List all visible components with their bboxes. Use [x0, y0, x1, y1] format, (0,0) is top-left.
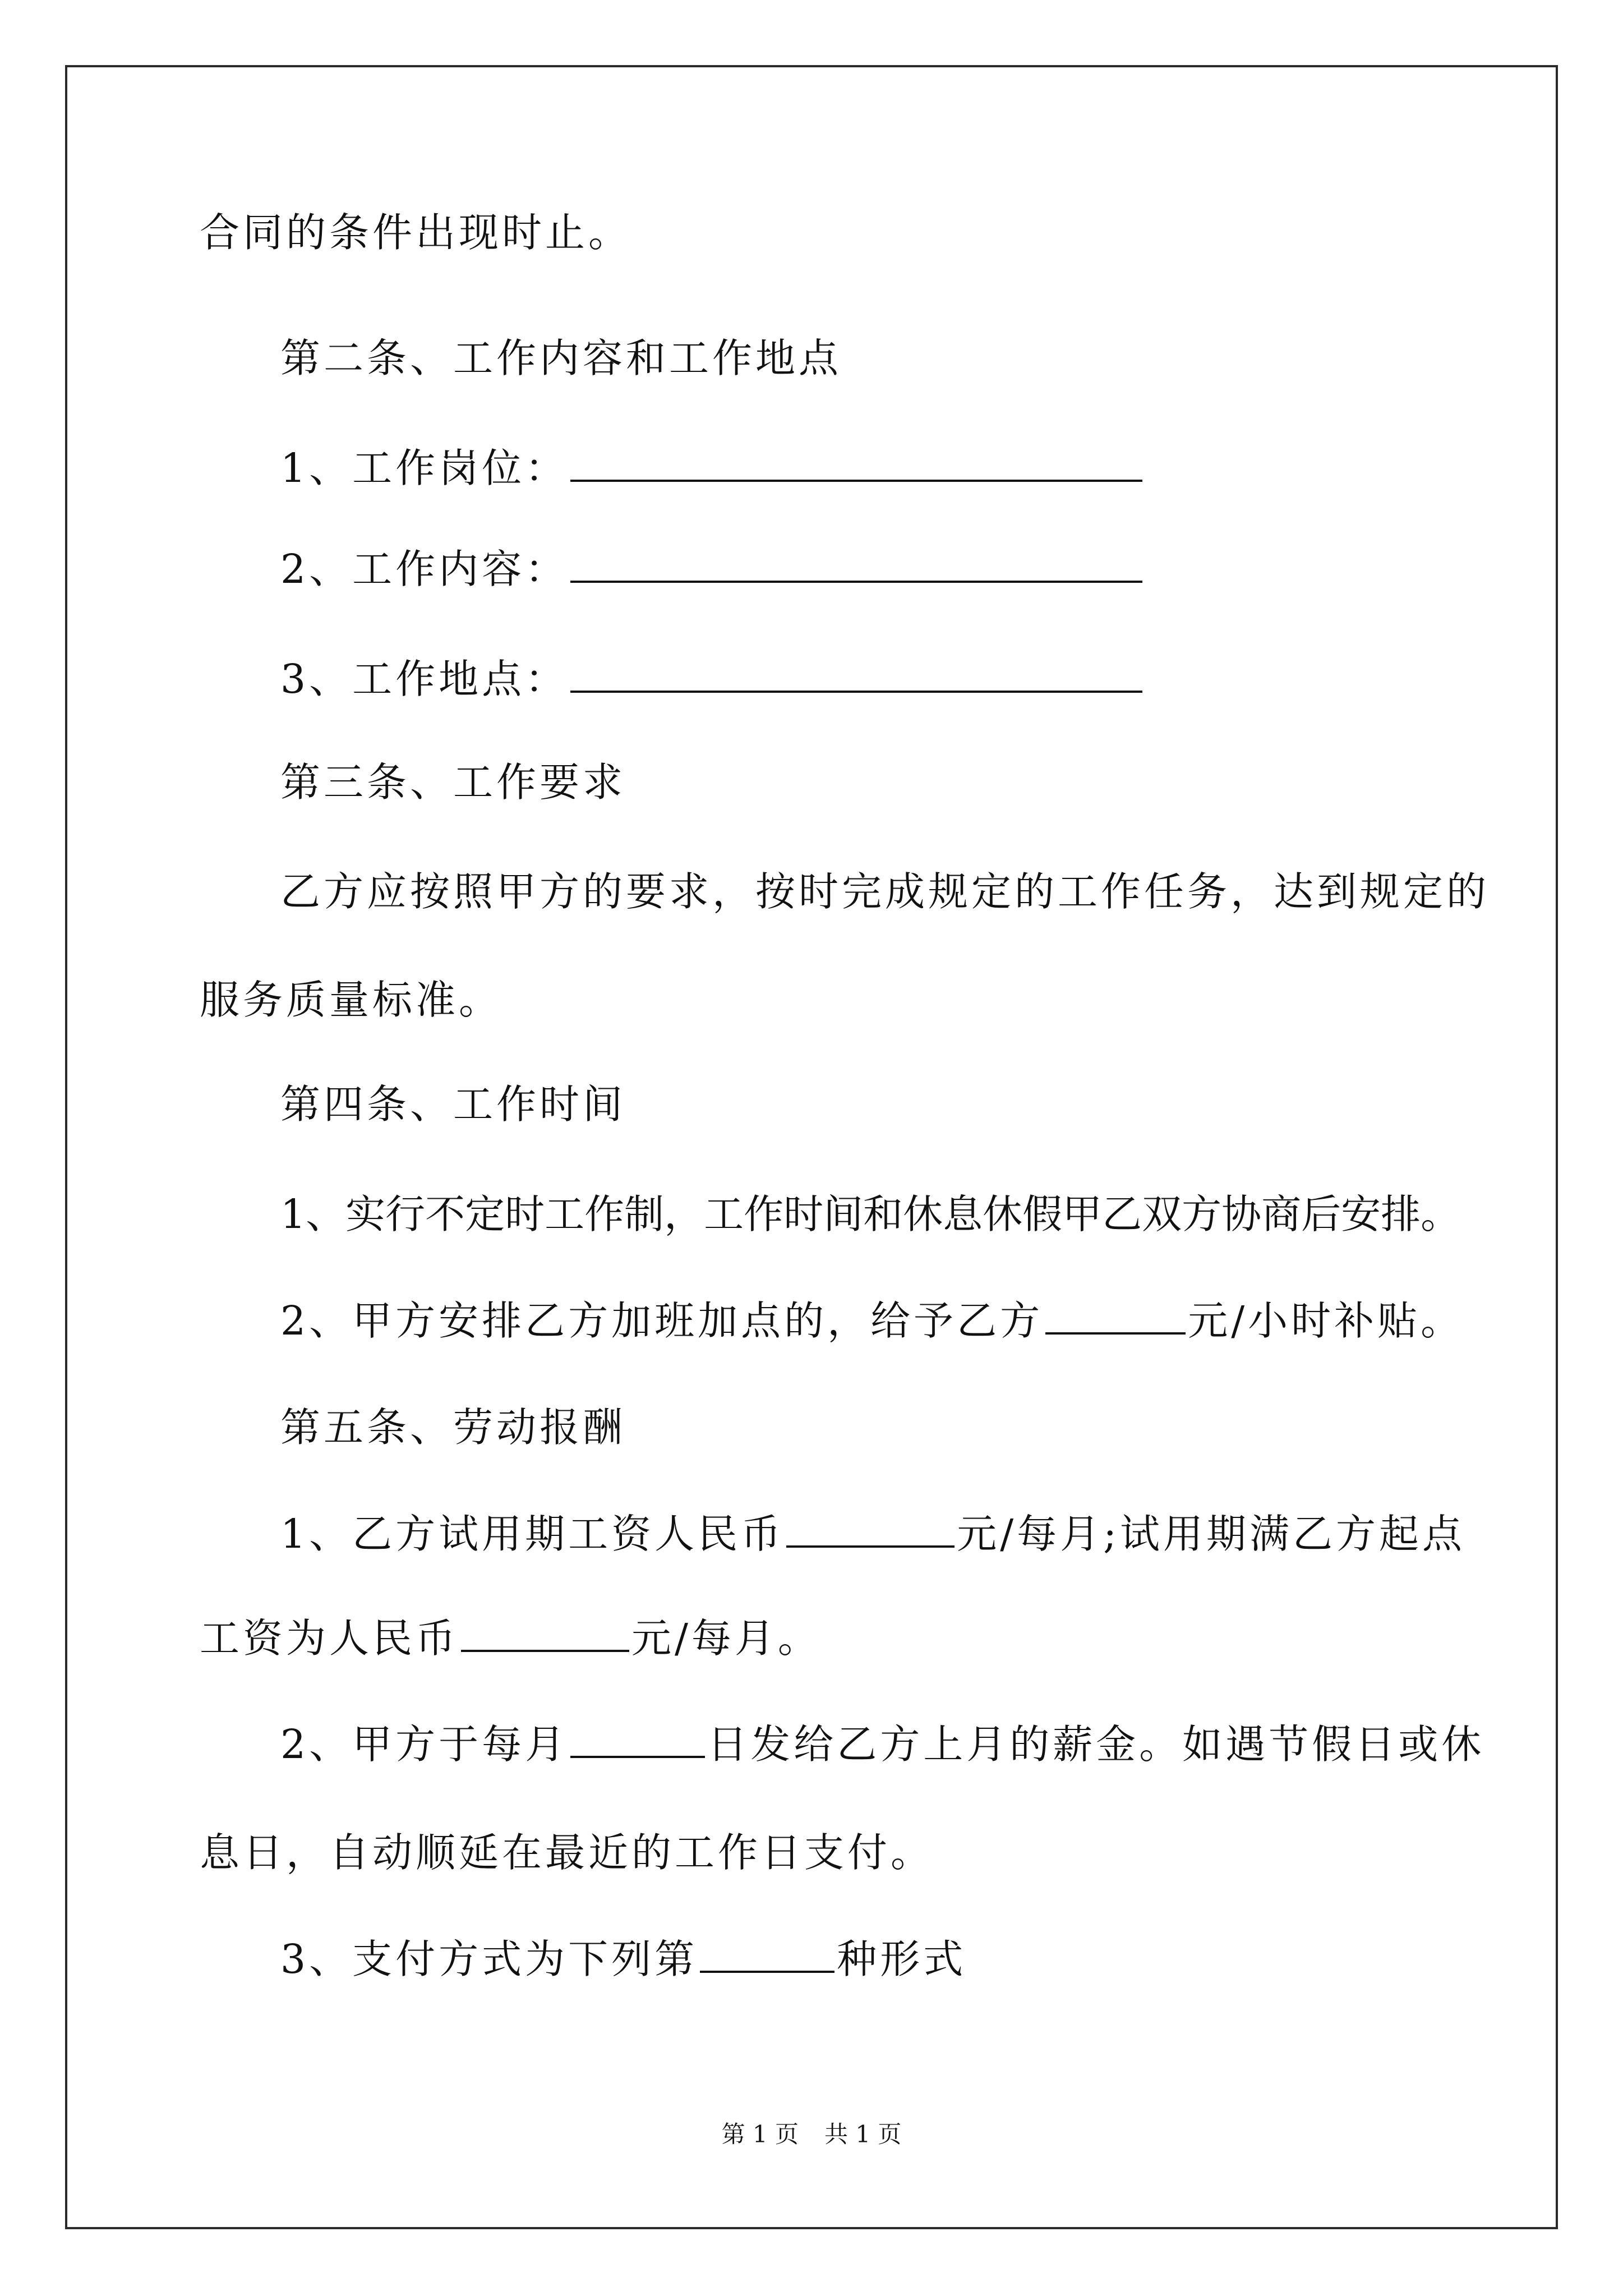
text-line — [200, 975, 502, 1025]
line-text: 工资为人民币 — [200, 1615, 459, 1662]
text-line — [280, 1189, 1460, 1240]
line-text: 第五条、劳动报酬 — [280, 1404, 626, 1451]
line-text: 第四条、工作时间 — [280, 1081, 626, 1128]
fill-in-blank — [1045, 1299, 1186, 1335]
field-label: 2、工作内容： — [280, 546, 569, 592]
line-text: 1、乙方试用期工资人民币 — [280, 1511, 785, 1557]
field-line — [280, 654, 1145, 705]
line-text: 3、支付方式为下列第 — [280, 1936, 698, 1982]
section-heading — [280, 1402, 626, 1453]
text-line — [280, 1719, 1484, 1770]
section-heading — [280, 333, 842, 384]
line-text: 服务质量标准。 — [200, 977, 502, 1023]
field-label: 3、工作地点： — [280, 656, 569, 702]
text-line — [200, 1613, 821, 1664]
text-line — [280, 1509, 1465, 1559]
text-line — [200, 208, 631, 258]
fill-in-blank — [461, 1616, 629, 1652]
page-border — [65, 65, 1558, 2229]
fill-in-blank — [786, 1512, 955, 1548]
section-heading — [280, 757, 626, 808]
line-text: 元/每月;试用期满乙方起点 — [957, 1511, 1466, 1557]
field-label: 1、工作岗位： — [280, 445, 569, 491]
line-text: 合同的条件出现时止。 — [200, 209, 632, 256]
line-text: 日发给乙方上月的薪金。如遇节假日或休 — [707, 1721, 1485, 1768]
fill-in-blank — [570, 547, 1142, 583]
line-text: 第二条、工作内容和工作地点 — [280, 335, 842, 381]
line-text: 息日，自动顺延在最近的工作日支付。 — [200, 1829, 934, 1876]
fill-in-blank — [700, 1937, 834, 1973]
line-text: 元/每月。 — [631, 1615, 821, 1662]
field-line — [280, 443, 1145, 494]
line-text: 种形式 — [837, 1936, 967, 1982]
text-line — [280, 1934, 966, 1985]
page-number: 第 1 页 — [721, 2120, 799, 2148]
page-footer — [0, 2118, 1623, 2151]
fill-in-blank — [570, 657, 1142, 693]
line-text: 第三条、工作要求 — [280, 759, 626, 806]
text-line — [200, 1828, 934, 1878]
line-text: 1、实行不定时工作制，工作时间和休息休假甲乙双方协商后安排。 — [280, 1191, 1461, 1237]
line-text: 2、甲方于每月 — [280, 1721, 569, 1768]
text-line — [280, 867, 1490, 917]
line-text: 乙方应按照甲方的要求，按时完成规定的工作任务，达到规定的 — [280, 868, 1490, 915]
section-heading — [280, 1079, 626, 1130]
line-text: 2、甲方安排乙方加班加点的，给予乙方 — [280, 1297, 1044, 1344]
text-line — [280, 1296, 1464, 1346]
field-line — [280, 544, 1145, 595]
page-total: 共 1 页 — [824, 2120, 902, 2148]
fill-in-blank — [570, 446, 1142, 482]
line-text: 元/小时补贴。 — [1188, 1297, 1464, 1344]
fill-in-blank — [570, 1722, 705, 1758]
